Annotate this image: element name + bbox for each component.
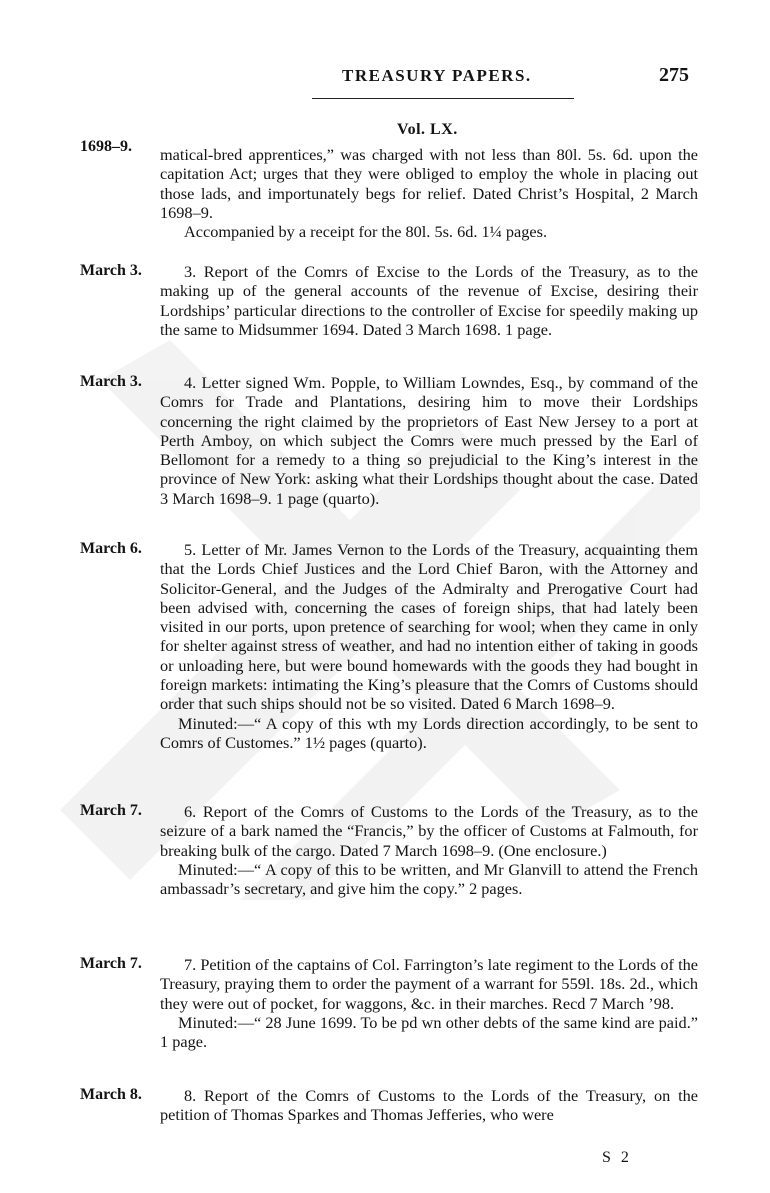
entry-text: 7. Petition of the captains of Col. Farrington’s late regiment to the Lords of the Treasury, praying them to order the payment of a warrant for 559l. 18s. 2d., which they were out of pocket, for waggons, &c. in their marches. Recd 7 March ’98. [160,955,698,1013]
entry-date: March 7. [80,955,142,972]
continuation-text: matical-bred apprentices,” was charged with not less than 80l. 5s. 6d. upon the capitation Act; urges that they were obliged to employ the whole in placing out those lads, and importunately begs for relief. Dated Christ’s Hospital, 2 March 1698–9. [160,145,698,222]
header-rule [312,98,574,99]
entry-8 [160,1086,698,1125]
signature-mark: S 2 [602,1149,632,1166]
entry-date: March 3. [80,262,142,279]
entry-7 [160,955,698,1051]
entry-text: 8. Report of the Comrs of Customs to the Lords of the Treasury, on the petition of Thomas Sparkes and Thomas Jefferies, who were [160,1086,698,1125]
entry-text: 6. Report of the Comrs of Customs to the Lords of the Treasury, as to the seizure of a bark named the “Francis,” by the officer of Customs at Falmouth, for breaking bulk of the cargo. Dated 7 March 1698–9. (One enclosure.) [160,802,698,860]
entry-text: 4. Letter signed Wm. Popple, to William Lowndes, Esq., by command of the Comrs for Trade and Plantations, desiring him to move their Lordships concerning the right claimed by the proprietors of East New Jersey to a port at Perth Amboy, on which subject the Comrs were much pressed by the Earl of Bellomont for a remedy to a thing so prejudicial to the King’s interest in the province of New York: asking what their Lordships thought about the case. Dated 3 March 1698–9. 1 page (quarto). [160,373,698,508]
entry-date: March 8. [80,1086,142,1103]
entry-3 [160,262,698,339]
entry-minute: Minuted:—“ A copy of this to be written, and Mr Glanvill to attend the French ambassadr’s secretary, and give him the copy.” 2 pages. [160,859,698,899]
entry-date: March 3. [80,373,142,390]
entry-text: 5. Letter of Mr. James Vernon to the Lords of the Treasury, acquainting them that the Lords Chief Justices and the Lord Chief Baron, with the Attorney and Solicitor-General, and the Judges of the Admiralty and Prerogative Court had been advised with, concerning the cases of foreign ships, that had lately been visited in our ports, upon pretence of searching for wool; when they came in only for shelter against stress of weather, and had no intention either of taking in goods or unloading here, but were bound homewards with the goods they had bought in foreign markets: intimating the King’s pleasure that the Comrs of Customs should order that such ships should not be so visited. Dated 6 March 1698–9. [160,540,698,714]
entry-5 [160,540,698,752]
entry-text: 3. Report of the Comrs of Excise to the Lords of the Treasury, as to the making up of the general accounts of the revenue of Excise, desiring their Lordships’ particular directions to the controller of Excise for speedily making up the same to Midsummer 1694. Dated 3 March 1698. 1 page. [160,262,698,339]
volume-heading: Vol. LX. [397,121,458,138]
year-margin: 1698–9. [80,138,132,155]
page-number: 275 [659,64,689,86]
entry-4 [160,373,698,508]
continuation-note: Accompanied by a receipt for the 80l. 5s. 6d. 1¼ pages. [184,222,548,242]
entry-minute: Minuted:—“ 28 June 1699. To be pd wn other debts of the same kind are paid.” 1 page. [160,1012,698,1052]
running-header: TREASURY PAPERS. [342,66,532,85]
entry-6 [160,802,698,898]
entry-minute: Minuted:—“ A copy of this wth my Lords direction accordingly, to be sent to Comrs of Customes.” 1½ pages (quarto). [160,713,698,752]
entry-date: March 7. [80,802,142,819]
continuation-block [160,145,698,241]
entry-date: March 6. [80,540,142,557]
